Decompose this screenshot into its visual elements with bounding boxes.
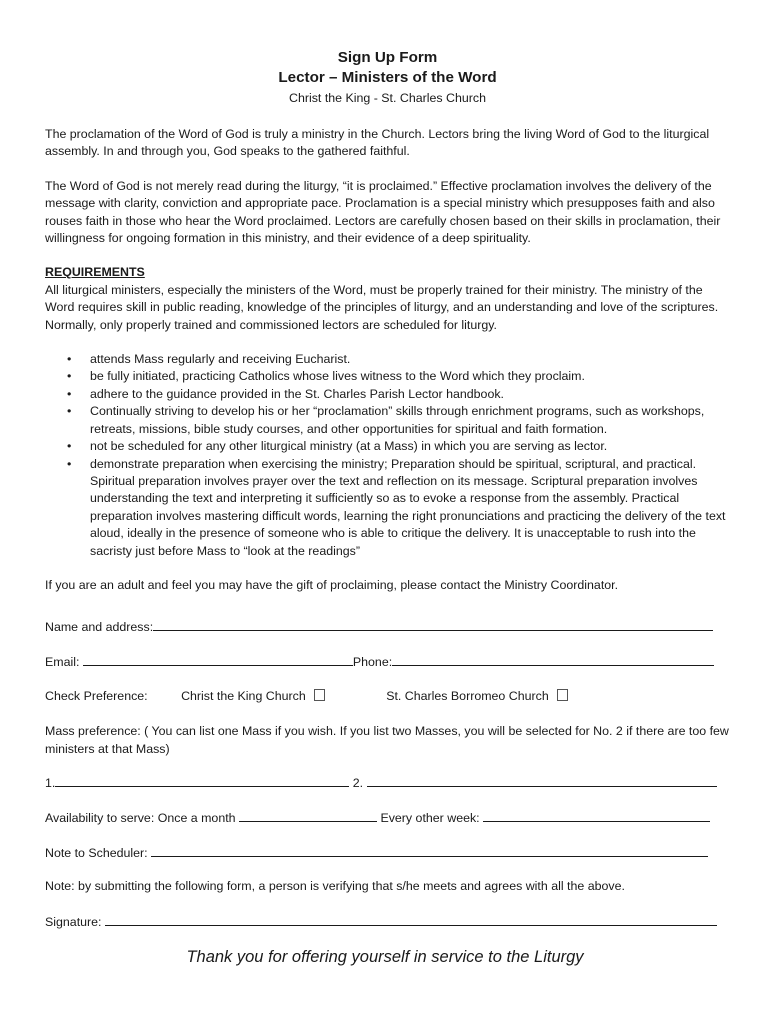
mass-2-label: 2. (349, 776, 367, 790)
name-address-row (45, 617, 713, 636)
page-subtitle: Lector – Ministers of the Word (278, 69, 497, 86)
bullet-icon: • (67, 386, 72, 401)
option-christ-the-king-label: Christ the King Church (181, 689, 306, 703)
bullet-icon: • (67, 456, 72, 471)
list-item: • attends Mass regularly and receiving Eucharist. (45, 351, 730, 368)
list-item: • Continually striving to develop his or her “proclamation” skills through enrichment programs, such as workshops, retreats, missions, bible study courses, and other opportunities for spiritual and faith formation. (67, 404, 705, 436)
signature-label: Signature: (45, 915, 105, 929)
mass-preference-text: Mass preference: ( You can list one Mass if you wish. If you list two Masses, you will be selected for No. 2 if there are too few ministers at that Mass) (45, 724, 729, 756)
name-address-label: Name and address: (45, 620, 154, 634)
requirements-heading: REQUIREMENTS (45, 265, 145, 280)
mass-2-field[interactable] (367, 773, 717, 787)
signature-row (45, 912, 717, 931)
requirements-list (45, 351, 730, 560)
check-preference-row (45, 687, 568, 705)
intro-paragraph-2: The Word of God is not merely read during the liturgy, “it is proclaimed.” Effective proclamation involves the delivery of the message with clarity, conviction and appropriate pace. Proclamation is a special ministry which presupposes faith and also rouses faith in those who hear the Word proclaimed. Lectors are carefully chosen based on their skills in proclamation, their willingness for ongoing formation in this ministry, and their evidence of a deep spirituality. (45, 178, 721, 246)
name-address-field[interactable] (153, 617, 713, 631)
bullet-icon: • (67, 439, 72, 454)
st-charles-checkbox[interactable] (557, 689, 568, 701)
bullet-icon: • (67, 404, 72, 419)
check-preference-label: Check Preference: (45, 689, 148, 703)
contact-text: If you are an adult and feel you may have the gift of proclaiming, please contact the Ministry Coordinator. (45, 577, 619, 592)
email-field[interactable] (83, 652, 353, 666)
option-st-charles-label: St. Charles Borromeo Church (386, 689, 549, 703)
note-scheduler-field[interactable] (151, 843, 708, 857)
every-other-week-label: Every other week: (377, 811, 484, 825)
phone-field[interactable] (392, 652, 714, 666)
mass-1-field[interactable] (55, 773, 349, 787)
thank-you-message: Thank you for offering yourself in service to the Liturgy (186, 948, 584, 966)
availability-label: Availability to serve: Once a month (45, 811, 239, 825)
requirements-text: All liturgical ministers, especially the ministers of the Word, must be properly trained for their ministry. The ministry of the Word requires skill in public reading, knowledge of the principles of liturgy, and an understanding and love of the scriptures. Normally, only properly trained and commissioned lectors are scheduled for liturgy. (45, 282, 719, 332)
list-item: • not be scheduled for any other liturgical ministry (at a Mass) in which you are serving as lector. (45, 438, 730, 455)
page-title: Sign Up Form (337, 49, 438, 66)
mass-choices-row (45, 773, 717, 792)
note-scheduler-row (45, 843, 708, 862)
once-a-month-field[interactable] (239, 808, 377, 822)
list-item: • demonstrate preparation when exercising the ministry; Preparation should be spiritual, scriptural, and practical. Spiritual preparation involves prayer over the text and reflection on its message. Scriptural preparation involves understanding the text and interpreting it sufficiently so as to evoke a response from the assembly. Practical preparation involves mastering difficult words, learning the right pronunciations and practicing the delivery of the text aloud, ideally in the presence of someone who is able to critique the delivery. It is unacceptable to rush into the sacristy just before Mass to “look at the readings” (67, 456, 726, 558)
bullet-icon: • (67, 352, 72, 367)
signature-field[interactable] (105, 912, 717, 926)
every-other-week-field[interactable] (483, 808, 710, 822)
form-page (45, 48, 730, 594)
verification-note: Note: by submitting the following form, a person is verifying that s/he meets and agrees with all the above. (45, 879, 625, 893)
church-name: Christ the King - St. Charles Church (289, 91, 486, 105)
email-label: Email: (45, 655, 83, 669)
mass-1-label: 1. (45, 776, 56, 790)
title-block (45, 48, 730, 107)
list-item: • adhere to the guidance provided in the St. Charles Parish Lector handbook. (45, 386, 730, 403)
note-scheduler-label: Note to Scheduler: (45, 846, 152, 860)
availability-row (45, 808, 710, 827)
email-phone-row (45, 652, 714, 671)
phone-label: Phone: (352, 655, 393, 669)
list-item: • be fully initiated, practicing Catholics whose lives witness to the Word which they proclaim. (45, 368, 730, 385)
intro-paragraph-1: The proclamation of the Word of God is truly a ministry in the Church. Lectors bring the living Word of God to the liturgical assembly. In and through you, God speaks to the gathered faithful. (45, 127, 710, 159)
bullet-icon: • (67, 369, 72, 384)
christ-the-king-checkbox[interactable] (314, 689, 325, 701)
requirements-section (45, 264, 730, 334)
